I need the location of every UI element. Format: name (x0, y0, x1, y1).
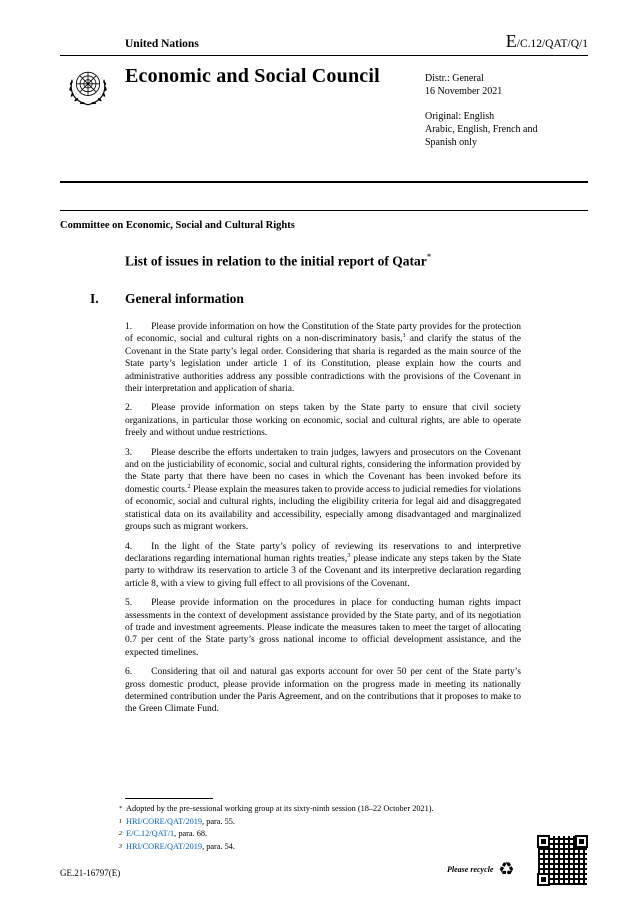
committee-name: Committee on Economic, Social and Cultural Rights (60, 220, 295, 231)
footnote (88, 829, 518, 842)
paragraph-number: 4. (125, 541, 133, 552)
document-symbol-number: /C.12/QAT/Q/1 (516, 38, 588, 50)
footnote-separator (125, 798, 213, 799)
masthead-rule-thick (60, 181, 588, 183)
footnote-reference: 2 (187, 482, 191, 490)
paragraph-list (125, 321, 521, 723)
paragraph: 5. Please provide information on the procedures in place for conducting human rights impact assessments in the context of development assistance provided by the State party, and of its negotiation of trade and investment agreements. Please indicate the measures taken to meet the target of allocating 0.7 per cent of the State party’s gross national income to official development assistance, and the expected timelines. (125, 598, 521, 658)
footnote-link[interactable]: HRI/CORE/QAT/2019 (126, 841, 203, 851)
document-symbol-series: E (505, 31, 517, 51)
document-title-text: List of issues in relation to the initial report of Qatar (125, 253, 427, 269)
paragraph-number: 3. (125, 447, 133, 458)
paragraph-number: 6. (125, 667, 133, 678)
meta-spacer (425, 98, 565, 110)
qr-finder-top-left (537, 835, 550, 848)
qr-code (535, 833, 590, 888)
masthead-meta (425, 72, 565, 149)
footnote-link[interactable]: E/C.12/QAT/1 (126, 829, 175, 839)
recycle-label: Please recycle (447, 864, 494, 874)
qr-finder-bottom-left (537, 873, 550, 886)
footnote-reference: 1 (402, 332, 406, 340)
footnote-marker: 1 (118, 817, 122, 825)
footnote (88, 842, 518, 855)
job-number: GE.21-16797(E) (60, 868, 121, 878)
distribution-line: Distr.: General (425, 73, 484, 84)
paragraph-number: 5. (125, 598, 133, 609)
document-symbol (506, 31, 588, 52)
paragraph-number: 2. (125, 403, 133, 414)
footnote (88, 804, 518, 817)
footnote-text: HRI/CORE/QAT/2019, para. 55. (126, 816, 236, 826)
footnote-link[interactable]: HRI/CORE/QAT/2019 (126, 816, 203, 826)
section-heading (90, 291, 244, 307)
footnote-text: HRI/CORE/QAT/2019, para. 54. (126, 841, 236, 851)
masthead-rule-thin (60, 210, 588, 211)
footnote-marker: 3 (118, 842, 122, 850)
title-footnote-marker: * (426, 252, 432, 262)
footnote-text: Adopted by the pre-sessional working group at its sixty-ninth session (18–22 October 2021). (126, 804, 434, 813)
org-name: United Nations (125, 38, 199, 50)
paragraph: 1. Please provide information on how the Constitution of the State party provides for the protection of economic, social and cultural rights on a non-discriminatory basis,$^1$ and clarify the status of the Covenant in the State party’s legal order. Considering that sharia is regarded as the main source of the State party’s legislation under article 1 of its Constitution, please explain how the courts and administrative authorities address any possible contradictions with the provisions of the Covenant in their interpretation and application of sharia. (125, 322, 521, 395)
date-line: 16 November 2021 (425, 86, 503, 97)
document-title (125, 252, 431, 270)
qr-finder-top-right (575, 835, 588, 848)
footnote-list (88, 804, 518, 854)
languages-line: Arabic, English, French and Spanish only (425, 124, 538, 148)
recycle-block (447, 860, 515, 878)
section-title: General information (125, 291, 244, 306)
footnote-marker: 2 (118, 830, 122, 838)
footnote-reference: 3 (347, 551, 351, 559)
footnote (88, 817, 518, 830)
original-language-line: Original: English (425, 111, 495, 122)
council-title: Economic and Social Council (125, 65, 380, 87)
header-rule (60, 55, 588, 56)
recycle-icon: ♻ (498, 859, 515, 879)
paragraph: 6. Considering that oil and natural gas exports account for over 50 per cent of the State party’s gross domestic product, please provide information on the progress made in meeting its nationally determined contribution under the Paris Agreement, and on the contributions that it proposes to make to the Green Climate Fund. (125, 667, 521, 715)
footnote-marker: * (118, 805, 122, 812)
un-emblem-icon (63, 63, 113, 113)
paragraph-number: 1. (125, 322, 133, 332)
section-number: I. (90, 291, 99, 306)
footnote-text: E/C.12/QAT/1, para. 68. (126, 829, 208, 839)
paragraph: 3. Please describe the efforts undertaken to train judges, lawyers and prosecutors on the Covenant and on the justiciability of economic, social and cultural rights, considering the information provided by the State party that there have been no cases in which the Covenant has been invoked before its domestic courts.$^2$ Please explain the measures taken to provide access to judicial remedies for violations of economic, social and cultural rights, including the eligibility criteria for legal aid and disaggregated statistical data on its availability and accessibility, especially among disadvantaged and marginalized groups such as migrant workers. (125, 447, 522, 533)
paragraph: 4. In the light of the State party’s policy of reviewing its reservations to and interpretive declarations regarding international human rights treaties,$^3$ please indicate any steps taken by the State party to withdraw its reservation to article 3 of the Covenant and its interpretive declaration regarding article 8, with a view to giving full effect to all provisions of the Covenant. (125, 541, 521, 589)
paragraph: 2. Please provide information on steps taken by the State party to ensure that civil society organizations, in particular those working on economic, social and cultural rights, are able to operate freely and without undue restrictions. (125, 403, 521, 439)
